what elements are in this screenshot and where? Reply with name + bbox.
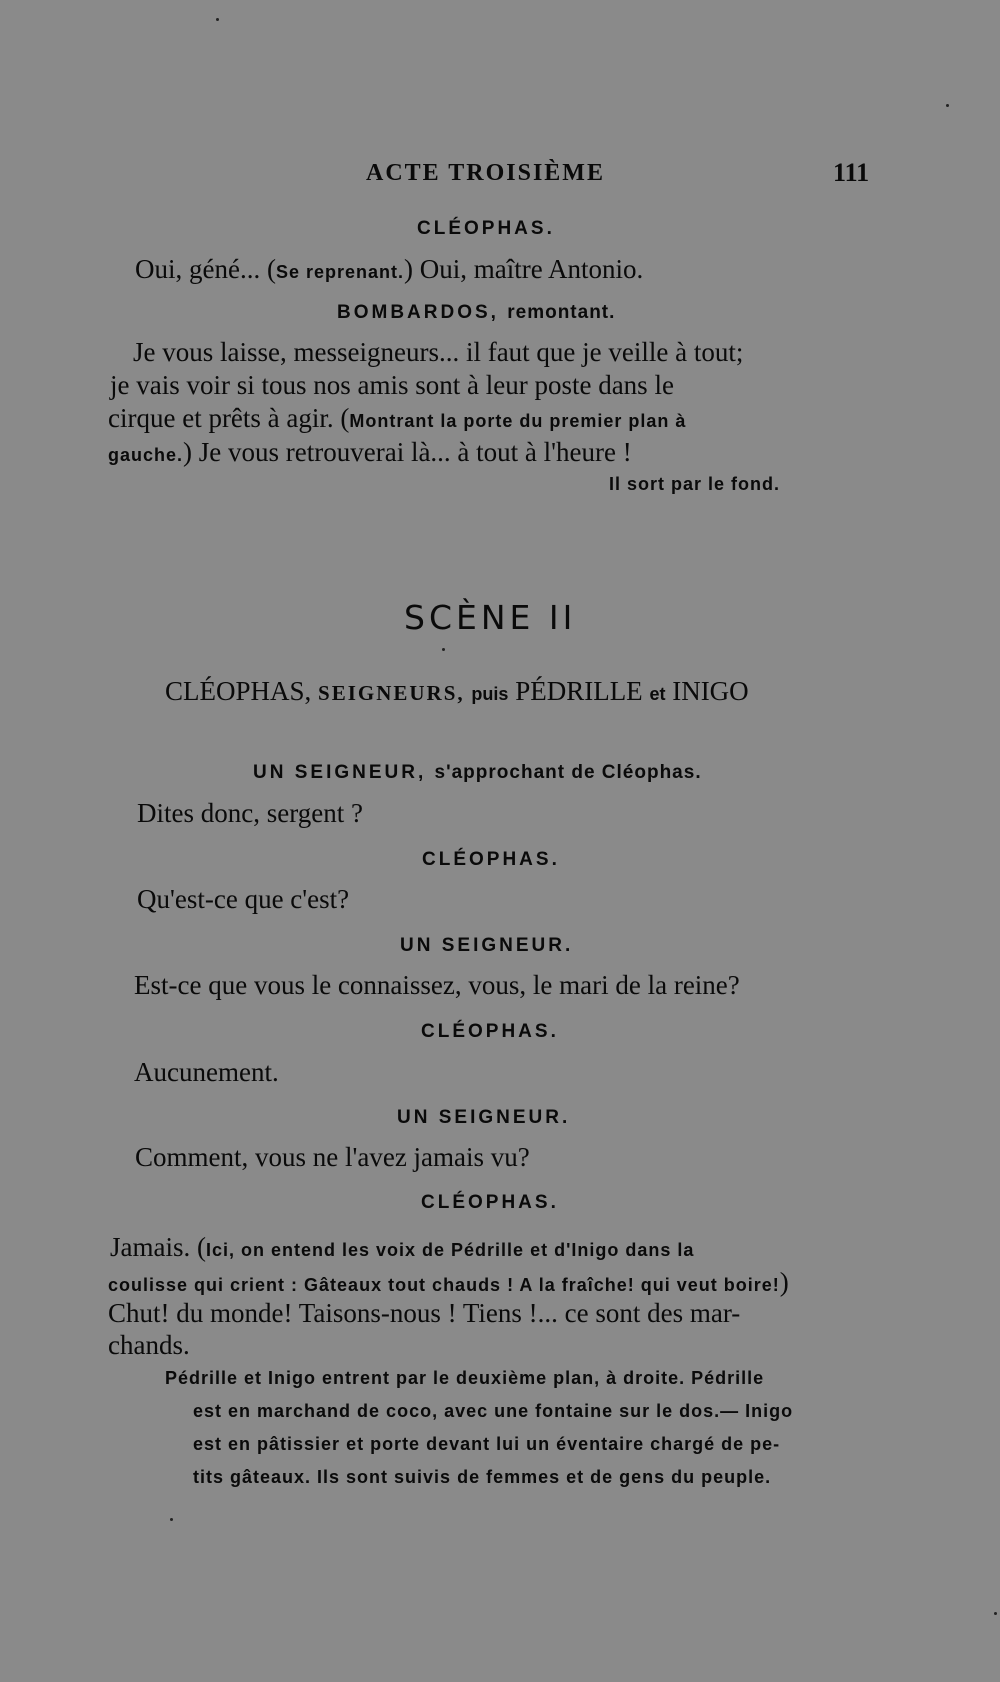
direction-line: est en marchand de coco, avec une fontaine sur le dos.— Inigo [193, 1401, 794, 1421]
speaker-un-seigneur: UN SEIGNEUR. [400, 935, 574, 956]
scene-title: SCÈNE II [404, 598, 577, 637]
dialogue-line: Chut! du monde! Taisons-nous ! Tiens !... ce sont des mar- [108, 1298, 741, 1328]
dialogue-text: Oui, géné... ( [135, 254, 276, 284]
page-number: 111 [833, 158, 870, 187]
speaker-note: remontant. [507, 302, 616, 323]
character-seigneurs: SEIGNEURS, [318, 681, 465, 705]
scene-characters [165, 676, 749, 707]
direction-line: est en pâtissier et porte devant lui un éventaire chargé de pe- [193, 1434, 781, 1454]
dialogue-line [108, 437, 632, 468]
direction-line: tits gâteaux. Ils sont suivis de femmes et de gens du peuple. [193, 1467, 772, 1487]
direction-line: Pédrille et Inigo entrent par le deuxième plan, à droite. Pédrille [165, 1368, 765, 1388]
dialogue-line: je vais voir si tous nos amis sont à leur poste dans le [110, 370, 674, 400]
speaker-cleophas: CLÉOPHAS. [421, 1192, 559, 1213]
stage-note: Se reprenant. [275, 262, 405, 282]
dialogue-text: ) Oui, maître Antonio. [404, 254, 644, 284]
dialogue-line: chands. [108, 1330, 190, 1360]
stage-note: coulisse qui crient : Gâteaux tout chauds ! A la fraîche! qui veut boire! [108, 1275, 780, 1295]
speaker-cleophas: CLÉOPHAS. [421, 1021, 559, 1042]
dialogue-text: Jamais. ( [110, 1232, 206, 1262]
dialogue-line [108, 1267, 789, 1298]
connector-puis: puis [471, 684, 509, 704]
speaker-note: s'approchant de Cléophas. [434, 762, 702, 783]
paper-speck [216, 18, 219, 21]
paper-speck [946, 104, 949, 107]
speaker-cleophas: CLÉOPHAS. [417, 218, 555, 239]
dialogue-line: Qu'est-ce que c'est? [137, 884, 350, 914]
speaker-un-seigneur: UN SEIGNEUR. [397, 1107, 571, 1128]
dialogue-line: Dites donc, sergent ? [137, 798, 363, 828]
dialogue-text: cirque et prêts à agir. ( [108, 403, 350, 433]
connector-et: et [649, 684, 666, 704]
dialogue-line: Aucunement. [134, 1057, 279, 1087]
dialogue-line: Je vous laisse, messeigneurs... il faut que je veille à tout; [133, 337, 744, 367]
dialogue-line: Comment, vous ne l'avez jamais vu? [135, 1142, 530, 1172]
dialogue-line [110, 1232, 694, 1263]
paper-speck [994, 1612, 997, 1615]
character-pedrille: PÉDRILLE [515, 676, 643, 706]
speaker-name: UN SEIGNEUR, [253, 762, 427, 783]
character-inigo: INIGO [672, 676, 749, 706]
dialogue-line [108, 403, 686, 434]
speaker-bombardos [337, 302, 615, 324]
character-cleophas: CLÉOPHAS, [165, 676, 312, 706]
speaker-cleophas: CLÉOPHAS. [422, 849, 560, 870]
stage-note: Ici, on entend les voix de Pédrille et d'Inigo dans la [205, 1240, 695, 1260]
paper-speck [170, 1518, 173, 1521]
dialogue-text: ) [779, 1267, 789, 1297]
dialogue-line: Est-ce que vous le connaissez, vous, le mari de la reine? [134, 970, 740, 1000]
dialogue-line [135, 254, 643, 285]
speaker-name: BOMBARDOS, [337, 302, 499, 323]
running-header: ACTE TROISIÈME [366, 160, 605, 186]
stage-note: Montrant la porte du premier plan à [349, 411, 687, 431]
exit-direction: Il sort par le fond. [609, 474, 781, 494]
paper-speck [442, 648, 445, 651]
speaker-un-seigneur [253, 762, 702, 784]
stage-direction-block [165, 1362, 875, 1494]
stage-note: gauche. [108, 445, 184, 465]
dialogue-text: ) Je vous retrouverai là... à tout à l'heure ! [183, 437, 632, 467]
